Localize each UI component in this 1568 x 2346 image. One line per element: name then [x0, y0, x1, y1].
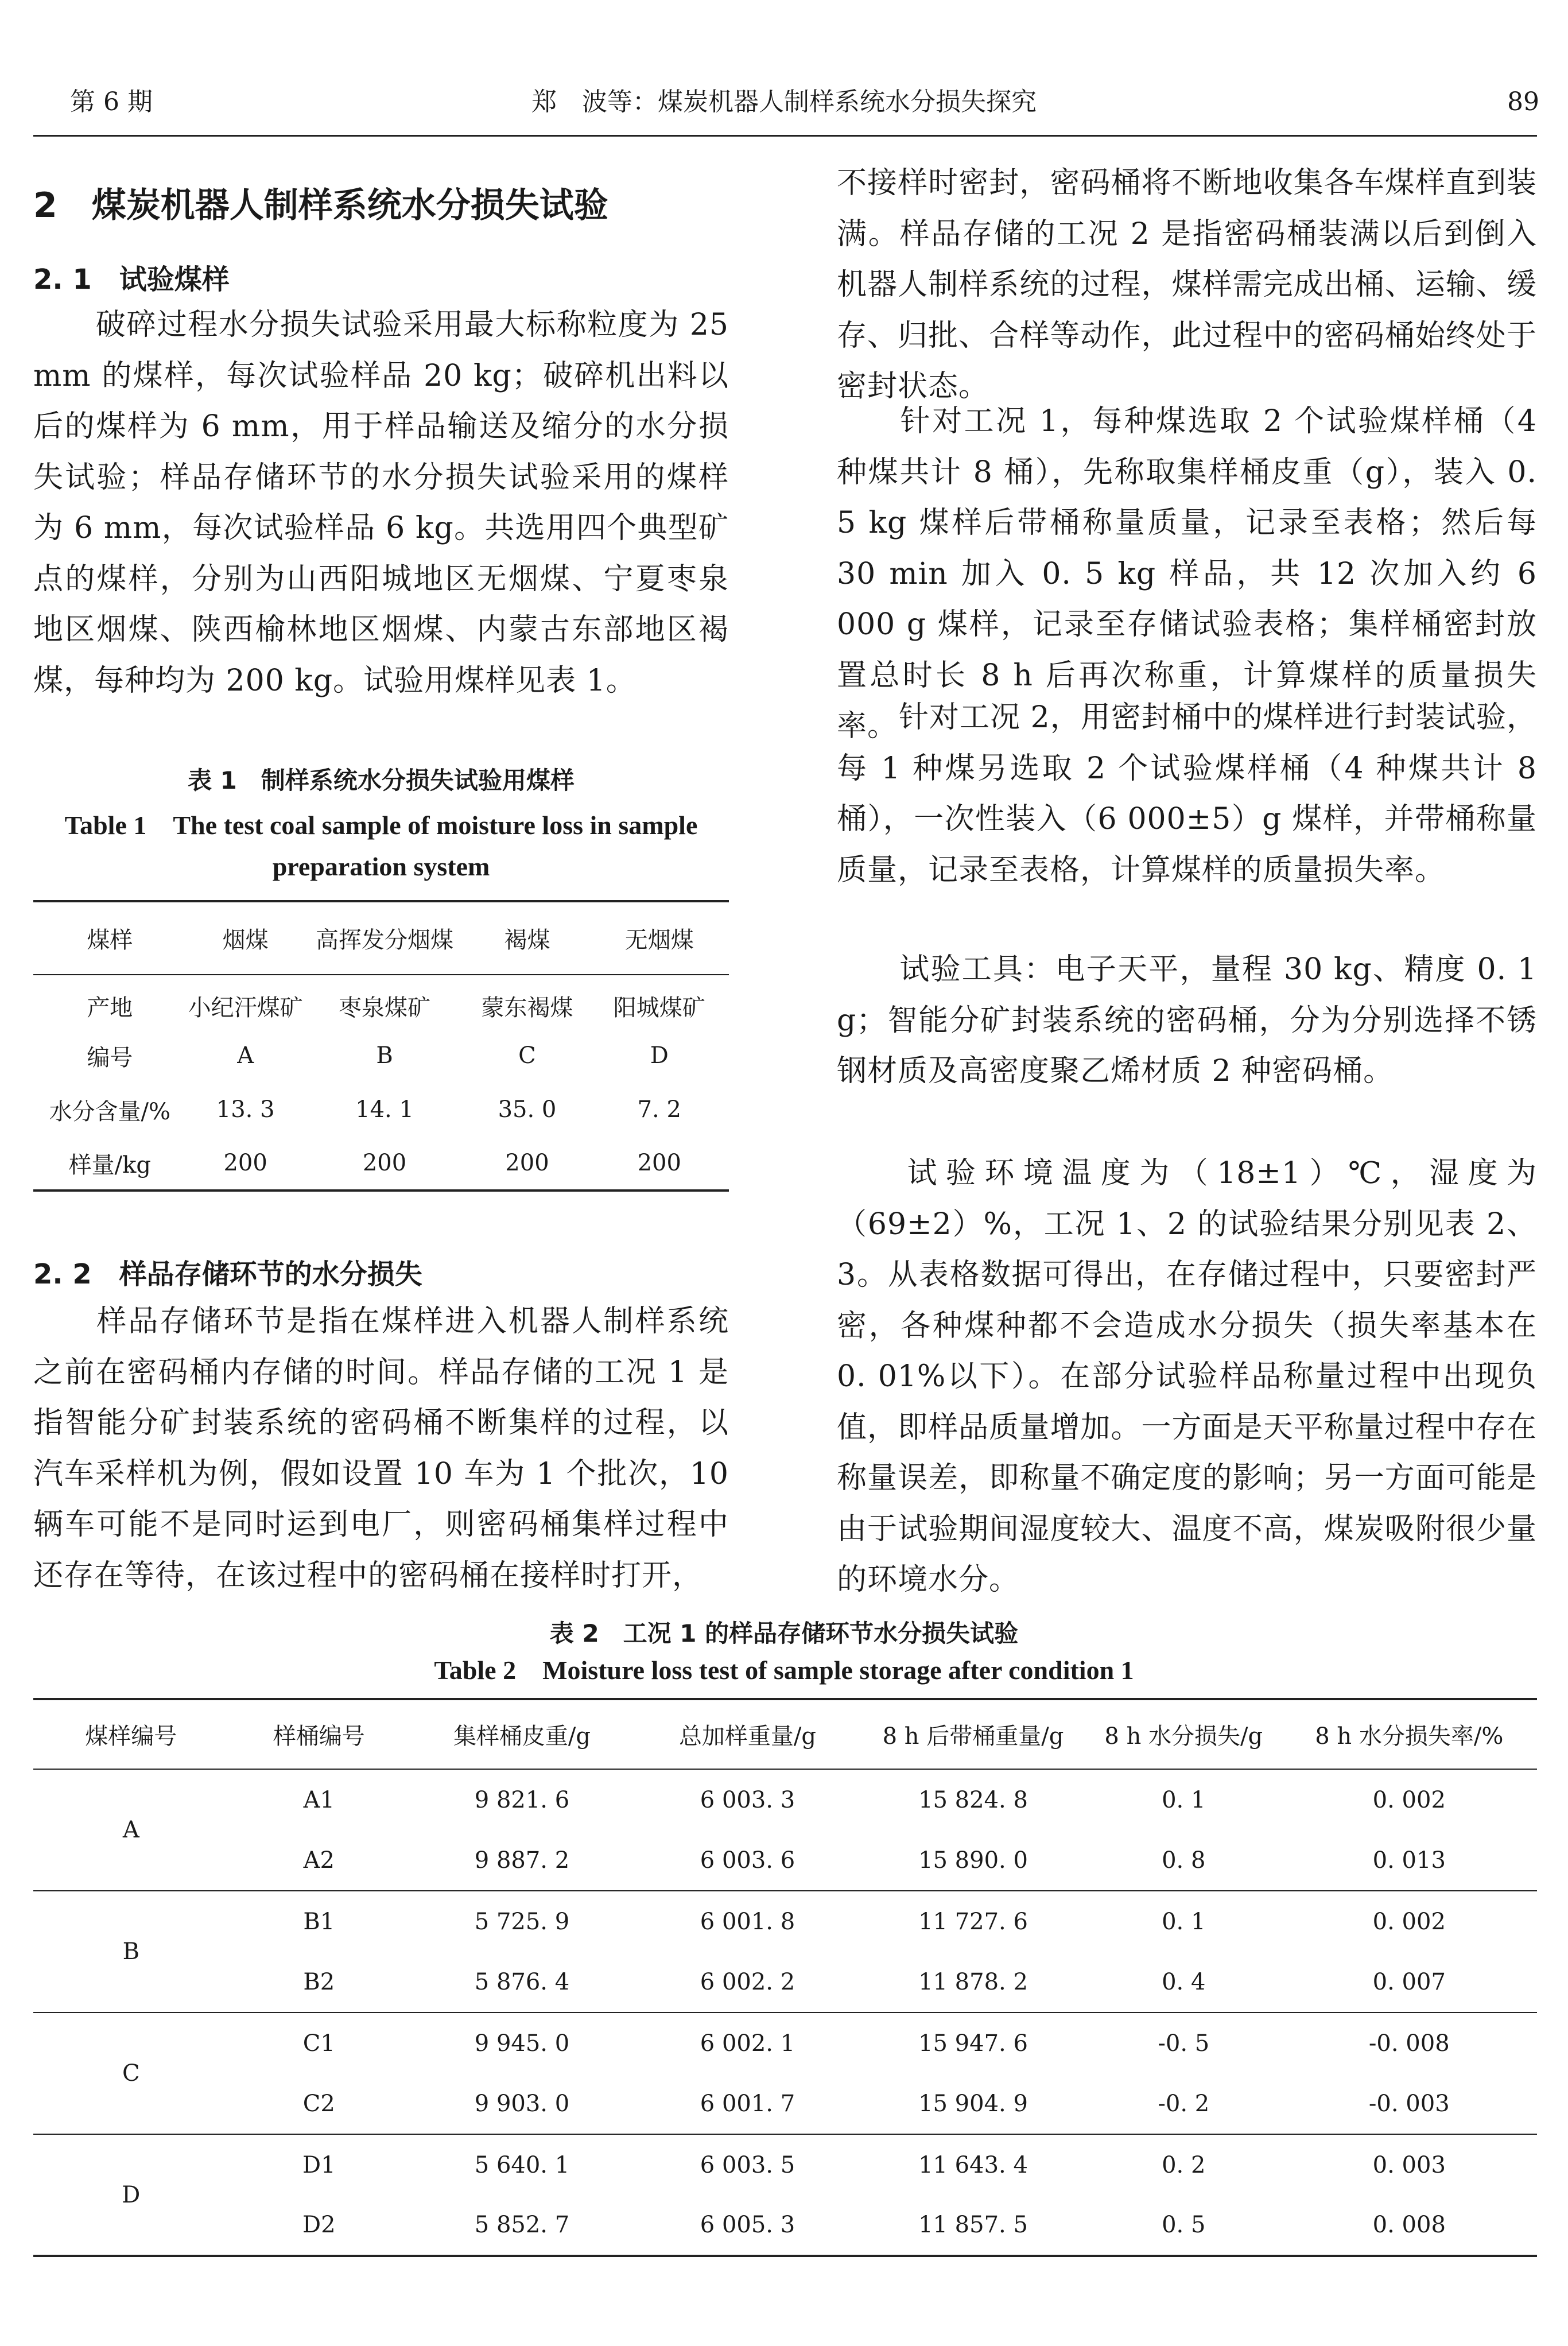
table-header-cell: 8 h 后带桶重量/g: [882, 1723, 1064, 1750]
running-title: 郑 波等：煤炭机器人制样系统水分损失探究: [531, 87, 1037, 117]
table-cell: 15 947. 6: [918, 2030, 1028, 2057]
header-rule: [33, 135, 1537, 137]
table-row: [33, 1083, 729, 1137]
table-header-cell: 样桶编号: [273, 1723, 365, 1750]
table-row: [33, 2012, 1537, 2073]
table-header-cell: 8 h 水分损失/g: [1104, 1723, 1263, 1750]
subsection-heading-2-1: 2. 1 试验煤样: [33, 263, 230, 296]
table1: [33, 900, 729, 1192]
table-cell: -0. 008: [1368, 2030, 1450, 2057]
table2-caption-en: Table 2 Moisture loss test of sample storage after condition 1: [434, 1655, 1134, 1685]
table-cell: -0. 2: [1158, 2090, 1210, 2117]
table-cell: 5 852. 7: [474, 2212, 570, 2238]
table-header-cell: 煤样编号: [85, 1723, 177, 1750]
table-cell: 11 857. 5: [918, 2212, 1028, 2238]
paragraph-storage-intro-cont: 不接样时密封，密码桶将不断地收集各车煤样直到装满。样品存储的工况 2 是指密码桶装满以后到倒入机器人制样系统的过程，煤样需完成出桶、运输、缓存、归批、合样等动作，此过程中的密码桶始终处于密封状态。: [837, 166, 1537, 404]
table-row: [33, 2073, 1537, 2134]
table-header-cell: 烟煤: [222, 927, 269, 953]
table-cell: 0. 2: [1162, 2151, 1206, 2178]
table-cell: A1: [303, 1786, 335, 1813]
section-heading: 2 煤炭机器人制样系统水分损失试验: [33, 185, 608, 226]
table-cell: 5 640. 1: [474, 2151, 570, 2178]
table-cell: C2: [302, 2090, 335, 2117]
coal-id-cell: C: [122, 2060, 140, 2087]
table-cell: 0. 8: [1162, 1847, 1206, 1874]
table-cell: 9 887. 2: [474, 1847, 570, 1874]
table-cell: 5 876. 4: [474, 1968, 570, 1995]
table-cell: A: [237, 1042, 254, 1069]
table-cell: 0. 002: [1372, 1786, 1446, 1813]
table-cell: 14. 1: [355, 1096, 414, 1123]
table-cell: 小纪汗煤矿: [188, 995, 303, 1021]
paragraph-test-tools: 试验工具：电子天平，量程 30 kg、精度 0. 1 g；智能分矿封装系统的密码桶，分为分别选择不锈钢材质及高密度聚乙烯材质 2 种密码桶。: [837, 952, 1537, 1088]
table-cell: 15 890. 0: [918, 1847, 1028, 1874]
paragraph-condition1: 针对工况 1，每种煤选取 2 个试验煤样桶（4 种煤共计 8 桶），先称取集样桶皮重（g），装入 0. 5 kg 煤样后带桶称量质量，记录至表格；然后每 30 min 加入 0. 5 kg 样品，共 12 次加入约 6 000 g 煤样，记录至存储试验表格；集样桶密封放置总时长 8 h 后再次称重，计算煤样的质量损失率。: [837, 404, 1537, 743]
table2-caption-cn: 表 2 工况 1 的样品存储环节水分损失试验: [549, 1619, 1019, 1647]
table-cell: D: [650, 1042, 669, 1069]
table2: [33, 1698, 1537, 2257]
table-row: [33, 1830, 1537, 1891]
table-row: [33, 1952, 1537, 2012]
table-row: [33, 2195, 1537, 2256]
table-cell: 产地: [87, 995, 133, 1021]
table-cell: 13. 3: [216, 1096, 275, 1123]
coal-id-cell: D: [122, 2181, 141, 2208]
table-cell: 0. 007: [1372, 1968, 1446, 1995]
table-header-cell: 煤样: [87, 927, 133, 953]
table-cell: 6 005. 3: [700, 2212, 795, 2238]
table-cell: D1: [302, 2151, 336, 2178]
table-row: [33, 1891, 1537, 1952]
table-cell: 0. 013: [1372, 1847, 1446, 1874]
paragraph-condition2: 针对工况 2，用密封桶中的煤样进行封装试验，每 1 种煤另选取 2 个试验煤样桶（4 种煤共计 8 桶），一次性装入（6 000±5）g 煤样，并带桶称量质量，记录至表格，计算煤样的质量损失率。: [837, 700, 1537, 887]
table-cell: D2: [302, 2212, 336, 2238]
table-cell: 样量/kg: [68, 1151, 151, 1178]
table-cell: 9 821. 6: [474, 1786, 570, 1813]
table-cell: 水分含量/%: [49, 1098, 171, 1125]
table-cell: 蒙东褐煤: [481, 995, 573, 1021]
table1-caption-en: Table 1 The test coal sample of moisture loss in sample preparation system: [64, 811, 698, 881]
table-row: [33, 1769, 1537, 1830]
table-cell: 0. 003: [1372, 2151, 1446, 2178]
table-cell: A2: [303, 1847, 335, 1874]
table-cell: 编号: [87, 1044, 133, 1071]
table-cell: 6 001. 7: [700, 2090, 795, 2117]
table-cell: 11 643. 4: [918, 2151, 1028, 2178]
table-row: [33, 1137, 729, 1191]
table-cell: C1: [302, 2030, 335, 2057]
table-cell: 6 003. 5: [700, 2151, 795, 2178]
subsection-heading-2-2: 2. 2 样品存储环节的水分损失: [33, 1258, 422, 1290]
journal-issue: 第 6 期: [70, 87, 153, 117]
table-header-cell: 总加样重量/g: [678, 1723, 817, 1750]
table-cell: 35. 0: [498, 1096, 557, 1123]
table-cell: B2: [303, 1968, 335, 1995]
table-cell: 0. 008: [1372, 2212, 1446, 2238]
table-cell: 200: [362, 1150, 407, 1176]
table-cell: 6 003. 6: [700, 1847, 795, 1874]
paragraph-storage-intro: 样品存储环节是指在煤样进入机器人制样系统之前在密码桶内存储的时间。样品存储的工况 1 是指智能分矿封装系统的密码桶不断集样的过程，以汽车采样机为例，假如设置 10 车为 1 个批次，10 辆车可能不是同时运到电厂，则密码桶集样过程中还存在等待，在该过程中的密码桶在接样时打开，: [33, 1304, 729, 1593]
table-cell: 0. 1: [1162, 1786, 1206, 1813]
table-cell: 6 002. 1: [700, 2030, 795, 2057]
coal-id-cell: B: [122, 1938, 139, 1965]
table-cell: 9 903. 0: [474, 2090, 570, 2117]
table-cell: 200: [223, 1150, 267, 1176]
table-cell: 6 003. 3: [700, 1786, 795, 1813]
table-header-row: [33, 901, 729, 975]
table-cell: 5 725. 9: [474, 1908, 570, 1935]
table-row: [33, 1029, 729, 1083]
table-cell: 200: [637, 1150, 681, 1176]
table-cell: -0. 003: [1368, 2090, 1450, 2117]
table-cell: B: [376, 1042, 393, 1069]
table-cell: B1: [303, 1908, 335, 1935]
table-cell: 枣泉煤矿: [339, 995, 431, 1021]
table-cell: 0. 5: [1162, 2212, 1206, 2238]
table-header-cell: 8 h 水分损失率/%: [1315, 1723, 1504, 1750]
table-cell: 200: [505, 1150, 549, 1176]
coal-id-cell: A: [122, 1817, 139, 1843]
table-row: [33, 975, 729, 1029]
paragraph-test-samples: 破碎过程水分损失试验采用最大标称粒度为 25 mm 的煤样，每次试验样品 20 kg；破碎机出料以后的煤样为 6 mm，用于样品输送及缩分的水分损失试验；样品存储环节的水分损失试验采用的煤样为 6 mm，每次试验样品 6 kg。共选用四个典型矿点的煤样，分别为山西阳城地区无烟煤、宁夏枣泉地区烟煤、陕西榆林地区烟煤、内蒙古东部地区褐煤，每种均为 200 kg。试验用煤样见表 1。: [33, 308, 729, 698]
table-cell: 15 824. 8: [918, 1786, 1028, 1813]
table-cell: 0. 1: [1162, 1908, 1206, 1935]
page-number: 89: [1507, 87, 1539, 117]
table-header-cell: 集样桶皮重/g: [453, 1723, 591, 1750]
table-cell: 阳城煤矿: [613, 995, 705, 1021]
table-header-row: [33, 1699, 1537, 1769]
table-cell: 11 878. 2: [918, 1968, 1028, 1995]
table-cell: 7. 2: [637, 1096, 681, 1123]
table-header-cell: 褐煤: [504, 927, 550, 953]
table1-caption-cn: 表 1 制样系统水分损失试验用煤样: [188, 766, 575, 794]
paragraph-results: 试验环境温度为（18±1）℃，湿度为（69±2）%，工况 1、2 的试验结果分别见表 2、3。从表格数据可得出，在存储过程中，只要密封严密，各种煤种都不会造成水分损失（损失率基本在 0. 01%以下）。在部分试验样品称量过程中出现负值，即样品质量增加。一方面是天平称量过程中存在称量误差，即称量不确定度的影响；另一方面可能是由于试验期间湿度较大、温度不高，煤炭吸附很少量的环境水分。: [837, 1156, 1537, 1597]
table-cell: 11 727. 6: [918, 1908, 1028, 1935]
table-header-cell: 无烟煤: [624, 927, 694, 953]
table-cell: 6 002. 2: [700, 1968, 795, 1995]
table-header-cell: 高挥发分烟煤: [316, 927, 454, 953]
table-cell: 9 945. 0: [474, 2030, 570, 2057]
table-cell: 6 001. 8: [700, 1908, 795, 1935]
table-row: [33, 2134, 1537, 2195]
table-cell: -0. 5: [1158, 2030, 1210, 2057]
table-cell: C: [518, 1042, 536, 1069]
table-cell: 0. 002: [1372, 1908, 1446, 1935]
table-cell: 15 904. 9: [918, 2090, 1028, 2117]
table-cell: 0. 4: [1162, 1968, 1206, 1995]
